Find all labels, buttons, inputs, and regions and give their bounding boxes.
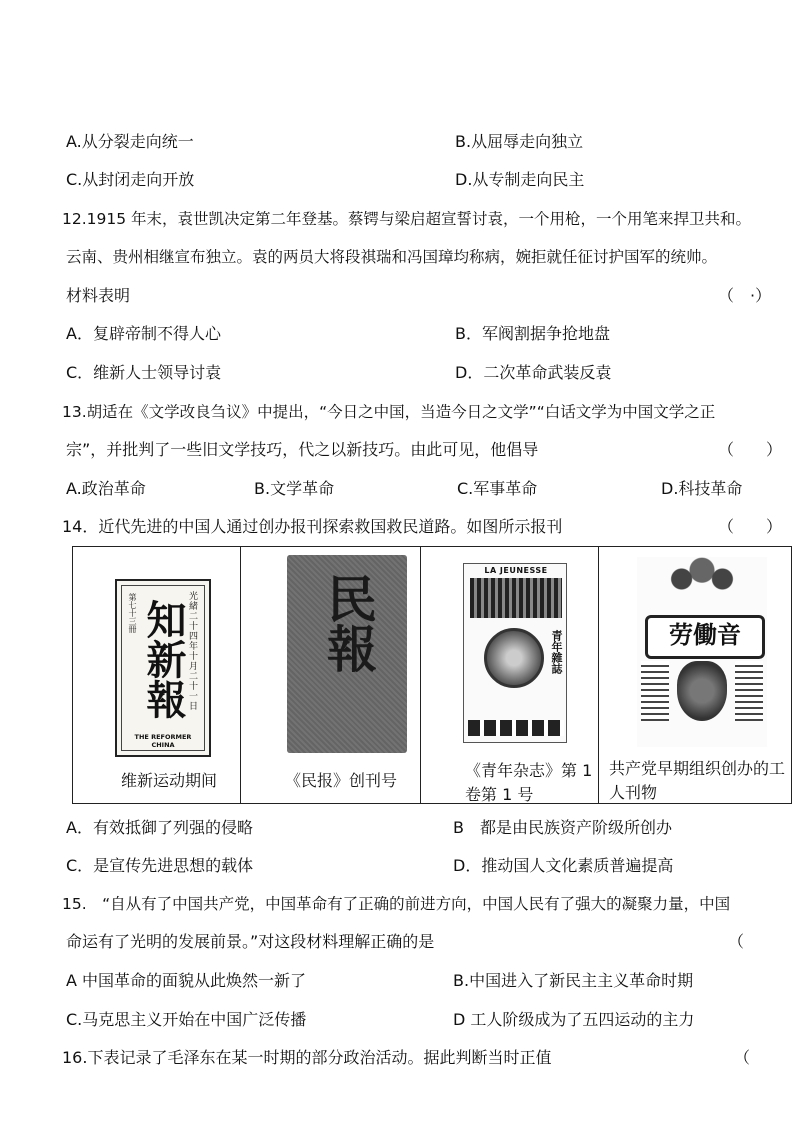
figure-cell-zhixinbao [73,547,241,803]
q16-answer-bracket[interactable]: （ [734,1048,751,1067]
q14-answer-bracket[interactable]: （ ） [718,517,783,536]
zhixinbao-date: 光緒二十四年十月二十一日 [187,591,197,711]
qingnian-title: 青年雜誌 [550,630,563,674]
q14-option-d[interactable]: D．推动国人文化素质普遍提高 [453,856,674,875]
qingnian-cover-image [463,563,567,743]
q15-answer-bracket[interactable]: （ [728,932,745,951]
minbao-title: 民報 [319,573,378,673]
minbao-cover-image [287,555,407,753]
q16-stem-line1: 16.下表记录了毛泽东在某一时期的部分政治活动。据此判断当时正值 [62,1048,552,1067]
laodongyin-ornament [651,557,753,601]
q15-option-d[interactable]: D 工人阶级成为了五四运动的主力 [453,1010,695,1029]
q12-option-a[interactable]: A．复辟帝制不得人心 [66,324,221,343]
laodongyin-side-text-left [641,661,669,721]
q13-option-b[interactable]: B.文学革命 [254,479,335,498]
q11-option-d[interactable]: D.从专制走向民主 [455,170,585,189]
zhixinbao-issue: 第七十三冊 [128,593,137,633]
zhixinbao-english-title: THE REFORMER CHINA [134,733,192,749]
caption-minbao: 《民报》创刊号 [285,771,398,790]
q13-option-c[interactable]: C.军事革命 [457,479,538,498]
q13-stem-line1: 13.胡适在《文学改良刍议》中提出，“今日之中国，当造今日之文学”“白话文学为中国文学之正 [62,403,716,421]
caption-laodongyin: 共产党早期组织创办的工人刊物 [609,759,786,802]
q12-stem-line2: 云南、贵州相继宣布独立。袁的两员大将段祺瑞和冯国璋均称病，婉拒就任征讨护国军的统帅。 [66,248,718,266]
zhixinbao-cover-image [115,579,211,757]
qingnian-header: LA JEUNESSE [484,566,548,575]
laodongyin-cover-image [637,557,767,747]
q11-option-a[interactable]: A.从分裂走向统一 [66,132,194,151]
q14-option-b[interactable]: B 都是由民族资产阶级所创办 [453,818,672,837]
q12-option-c[interactable]: C．维新人士领导讨袁 [66,363,222,382]
q11-option-b[interactable]: B.从屈辱走向独立 [455,132,584,151]
q12-option-b[interactable]: B．军阀割据争抢地盘 [455,324,610,343]
figure-cell-minbao [241,547,421,803]
caption-qingnian: 《青年杂志》第 1 卷第 1 号 [465,761,593,804]
qingnian-globe-image [484,628,544,688]
laodongyin-emblem [677,661,727,721]
q12-stem-line1: 12.1915 年末，袁世凯决定第二年登基。蔡锷与梁启超宣誓讨袁，一个用枪，一个用笔来捍卫共和。 [62,210,752,228]
q15-option-c[interactable]: C.马克思主义开始在中国广泛传播 [66,1010,307,1029]
qingnian-footer-band [468,720,564,736]
laodongyin-title-box [645,615,765,659]
q11-option-c[interactable]: C.从封闭走向开放 [66,170,195,189]
q14-option-a[interactable]: A．有效抵御了列强的侵略 [66,818,253,837]
q15-stem-line1: 15. “自从有了中国共产党，中国革命有了正确的前进方向，中国人民有了强大的凝聚力量，中国 [62,895,731,913]
q14-periodicals-figure [72,546,792,804]
caption-zhixinbao: 维新运动期间 [121,771,218,790]
figure-cell-qingnian [421,547,599,803]
q14-stem-line1: 14．近代先进的中国人通过创办报刊探索救国救民道路。如图所示报刊 [62,517,563,536]
q15-stem-line2: 命运有了光明的发展前景。”对这段材料理解正确的是 [66,932,435,951]
q13-option-d[interactable]: D.科技革命 [661,479,743,498]
q15-option-a[interactable]: A 中国革命的面貌从此焕然一新了 [66,971,307,990]
q13-stem-line2: 宗”，并批判了一些旧文学技巧，代之以新技巧。由此可见，他倡导 [66,440,539,459]
q12-stem-line3: 材料表明 [66,286,131,305]
q14-option-c[interactable]: C．是宣传先进思想的载体 [66,856,254,875]
q12-option-d[interactable]: D．二次革命武装反袁 [455,363,612,382]
figure-cell-laodongyin [599,547,790,803]
laodongyin-title: 劳働音 [669,620,741,649]
q12-answer-bracket[interactable]: （ ·） [718,286,772,305]
q15-option-b[interactable]: B.中国进入了新民主主义革命时期 [453,971,694,990]
laodongyin-side-text-right [735,661,763,721]
qingnian-portrait-band [470,578,562,618]
q13-answer-bracket[interactable]: （ ） [718,440,783,459]
q13-option-a[interactable]: A.政治革命 [66,479,146,498]
zhixinbao-title: 知新報 [140,599,187,719]
